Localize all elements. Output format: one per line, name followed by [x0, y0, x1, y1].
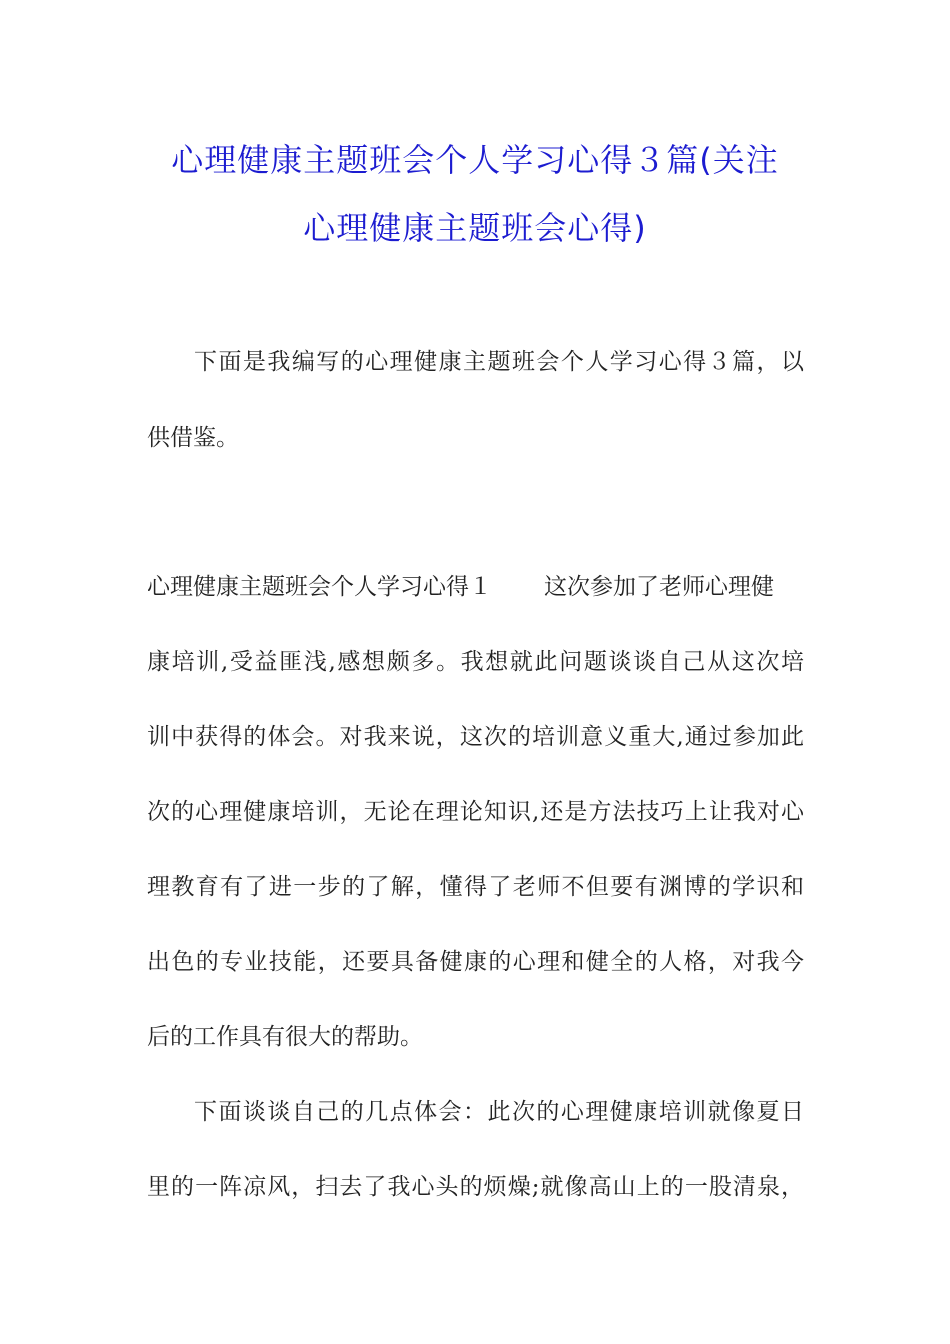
document-title-line-1: 心理健康主题班会个人学习心得３篇(关注 [171, 141, 779, 179]
paragraph-1-line-6: 后的工作具有很大的帮助。 [147, 1024, 423, 1050]
paragraph-1-line-2: 训中获得的体会。对我来说，这次的培训意义重大,通过参加此 [147, 724, 804, 750]
paragraph-2-line-2: 里的一阵凉风，扫去了我心头的烦燥;就像高山上的一股清泉， [147, 1174, 804, 1200]
section-heading: 心理健康主题班会个人学习心得１ [147, 574, 492, 600]
document-title-line-2: 心理健康主题班会心得) [303, 209, 647, 247]
section-first-line-rest: 这次参加了老师心理健 [544, 574, 774, 600]
intro-line-2: 供借鉴。 [147, 425, 239, 451]
paragraph-1-line-3: 次的心理健康培训，无论在理论知识,还是方法技巧上让我对心 [147, 799, 804, 825]
intro-line-1: 下面是我编写的心理健康主题班会个人学习心得３篇，以 [194, 349, 804, 375]
paragraph-1-line-4: 理教育有了进一步的了解，懂得了老师不但要有渊博的学识和 [147, 874, 804, 900]
paragraph-1-line-5: 出色的专业技能，还要具备健康的心理和健全的人格，对我今 [147, 949, 804, 975]
paragraph-1-line-1: 康培训,受益匪浅,感想颇多。我想就此问题谈谈自己从这次培 [147, 649, 804, 675]
paragraph-2-line-1: 下面谈谈自己的几点体会：此次的心理健康培训就像夏日 [194, 1099, 804, 1125]
section-first-line [147, 568, 774, 601]
